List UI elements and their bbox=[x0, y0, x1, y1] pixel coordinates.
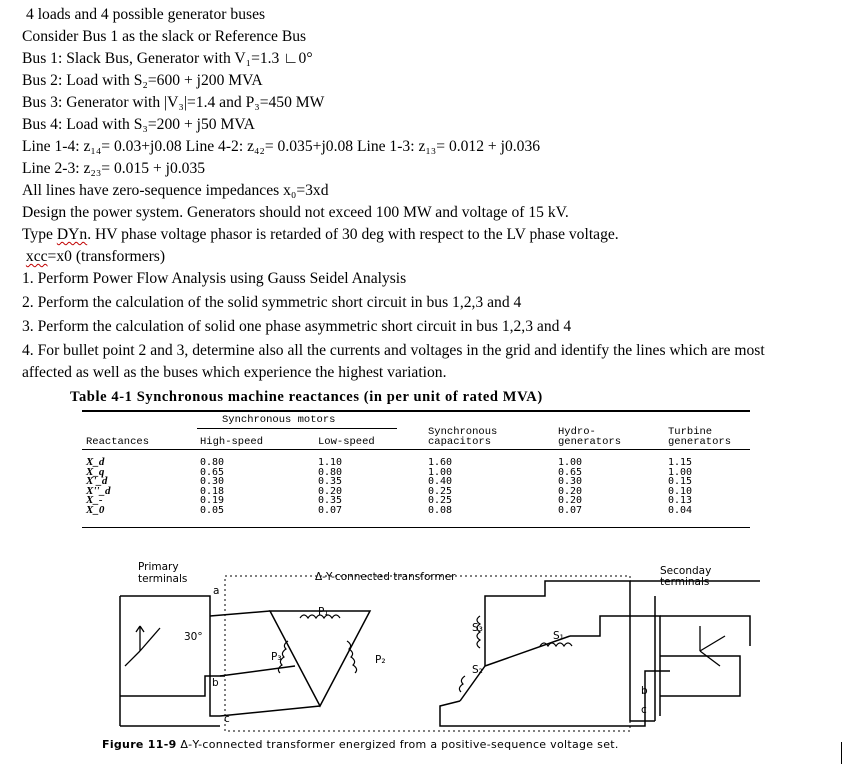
label-s3: S₃ bbox=[472, 622, 483, 634]
transformer-type-line bbox=[22, 224, 842, 246]
label-s2: S₂ bbox=[472, 664, 483, 676]
column-turbine: 1.15 1.00 0.15 0.10 0.13 0.04 bbox=[668, 457, 693, 516]
header-sync-caps-2: capacitors bbox=[428, 436, 492, 448]
label-a: a bbox=[213, 585, 220, 597]
group-header: Synchronous motors bbox=[222, 414, 336, 426]
problem-line: Line 1-4: z₁₄= 0.03+j0.08 Line 4-2: z₄₂= 0.035+j0.08 Line 1-3: z₁₃= 0.012 + j0.036 bbox=[22, 138, 541, 155]
header-hydro-2: generators bbox=[558, 436, 622, 448]
label-c: c bbox=[224, 713, 230, 725]
type-code: DYn bbox=[56, 226, 88, 243]
xcc-line bbox=[22, 246, 842, 268]
label-p1: P₁ bbox=[318, 606, 329, 618]
label-primary-1: Primary bbox=[138, 561, 179, 573]
problem-line: Consider Bus 1 as the slack or Reference Bus bbox=[22, 28, 307, 45]
label-s1: S₁ bbox=[553, 630, 564, 642]
header-turbine-1: Turbine bbox=[668, 426, 713, 438]
table-title: Table 4-1 Synchronous machine reactances (in per unit of rated MVA) bbox=[70, 389, 543, 405]
type-prefix: Type bbox=[22, 226, 57, 243]
transformer-diagram bbox=[100, 556, 760, 736]
caption-text: Δ-Y-connected transformer energized from a positive-sequence voltage set. bbox=[176, 738, 619, 751]
delta-winding bbox=[270, 611, 370, 706]
problem-line: 4 loads and 4 possible generator buses bbox=[26, 6, 266, 23]
task-1: 1. Perform Power Flow Analysis using Gauss Seidel Analysis bbox=[22, 270, 407, 287]
problem-statement bbox=[22, 4, 842, 384]
header-high-speed: High-speed bbox=[200, 436, 264, 448]
column-sync-caps: 1.60 1.00 0.40 0.25 0.25 0.08 bbox=[428, 457, 453, 516]
task-2: 2. Perform the calculation of the solid symmetric short circuit in bus 1,2,3 and 4 bbox=[22, 294, 522, 311]
task-4: 4. For bullet point 2 and 3, determine also all the currents and voltages in the grid and identify the lines which are most affected as well as the buses which experience the highest variation. bbox=[22, 342, 765, 381]
header-hydro-1: Hydro- bbox=[558, 426, 596, 438]
problem-line: Line 2-3: z₂₃= 0.015 + j0.035 bbox=[22, 160, 206, 177]
table-rule bbox=[197, 428, 397, 429]
problem-line: Bus 1: Slack Bus, Generator with V₁=1.3 ∟0° bbox=[22, 50, 313, 67]
problem-line: Bus 3: Generator with |V₃|=1.4 and P₃=450 MW bbox=[22, 94, 325, 111]
task-3: 3. Perform the calculation of solid one phase asymmetric short circuit in bus 1,2,3 and 4 bbox=[22, 318, 572, 335]
header-turbine-2: generators bbox=[668, 436, 732, 448]
label-secondary-2: terminals bbox=[660, 576, 710, 588]
figure-caption bbox=[102, 738, 619, 751]
xcc-word: xcc bbox=[25, 248, 48, 265]
problem-line: Bus 2: Load with S₂=600 + j200 MVA bbox=[22, 72, 263, 89]
label-secondary-1: Seconday bbox=[660, 565, 712, 577]
label-c-secondary: c bbox=[641, 704, 647, 716]
label-p3: P₃ bbox=[271, 651, 282, 663]
header-low-speed: Low-speed bbox=[318, 436, 375, 448]
table-rule bbox=[82, 410, 750, 412]
problem-line: Bus 4: Load with S₃=200 + j50 MVA bbox=[22, 116, 255, 133]
header-reactances: Reactances bbox=[86, 436, 150, 448]
label-b-secondary: b bbox=[641, 685, 648, 697]
column-hydro: 1.00 0.65 0.30 0.20 0.20 0.07 bbox=[558, 457, 583, 516]
label-p2: P₂ bbox=[375, 654, 386, 666]
transformer-figure bbox=[100, 556, 760, 736]
label-primary-2: terminals bbox=[138, 573, 188, 585]
text-cursor bbox=[841, 742, 842, 764]
header-sync-caps-1: Synchronous bbox=[428, 426, 498, 438]
row-labels: X_d X_q X'_d X''_d X_- X_0 bbox=[86, 456, 111, 516]
xcc-rest: =x0 (transformers) bbox=[47, 248, 166, 265]
table-rule bbox=[82, 449, 750, 450]
problem-line: All lines have zero-sequence impedances x₀=3xd bbox=[22, 182, 329, 199]
coil-s2 bbox=[459, 676, 465, 692]
label-angle: 30° bbox=[184, 631, 203, 643]
label-transformer: Δ-Y-connected transformer bbox=[315, 571, 456, 583]
caption-number: Figure 11-9 bbox=[102, 738, 177, 751]
table-rule bbox=[82, 527, 750, 528]
problem-line: Design the power system. Generators should not exceed 100 MW and voltage of 15 kV. bbox=[22, 204, 569, 221]
column-high-speed: 0.80 0.65 0.30 0.18 0.19 0.05 bbox=[200, 457, 225, 516]
label-b: b bbox=[212, 677, 219, 689]
column-low-speed: 1.10 0.80 0.35 0.20 0.35 0.07 bbox=[318, 457, 343, 516]
type-suffix: . HV phase voltage phasor is retarded of 30 deg with respect to the LV phase voltage. bbox=[87, 226, 619, 243]
